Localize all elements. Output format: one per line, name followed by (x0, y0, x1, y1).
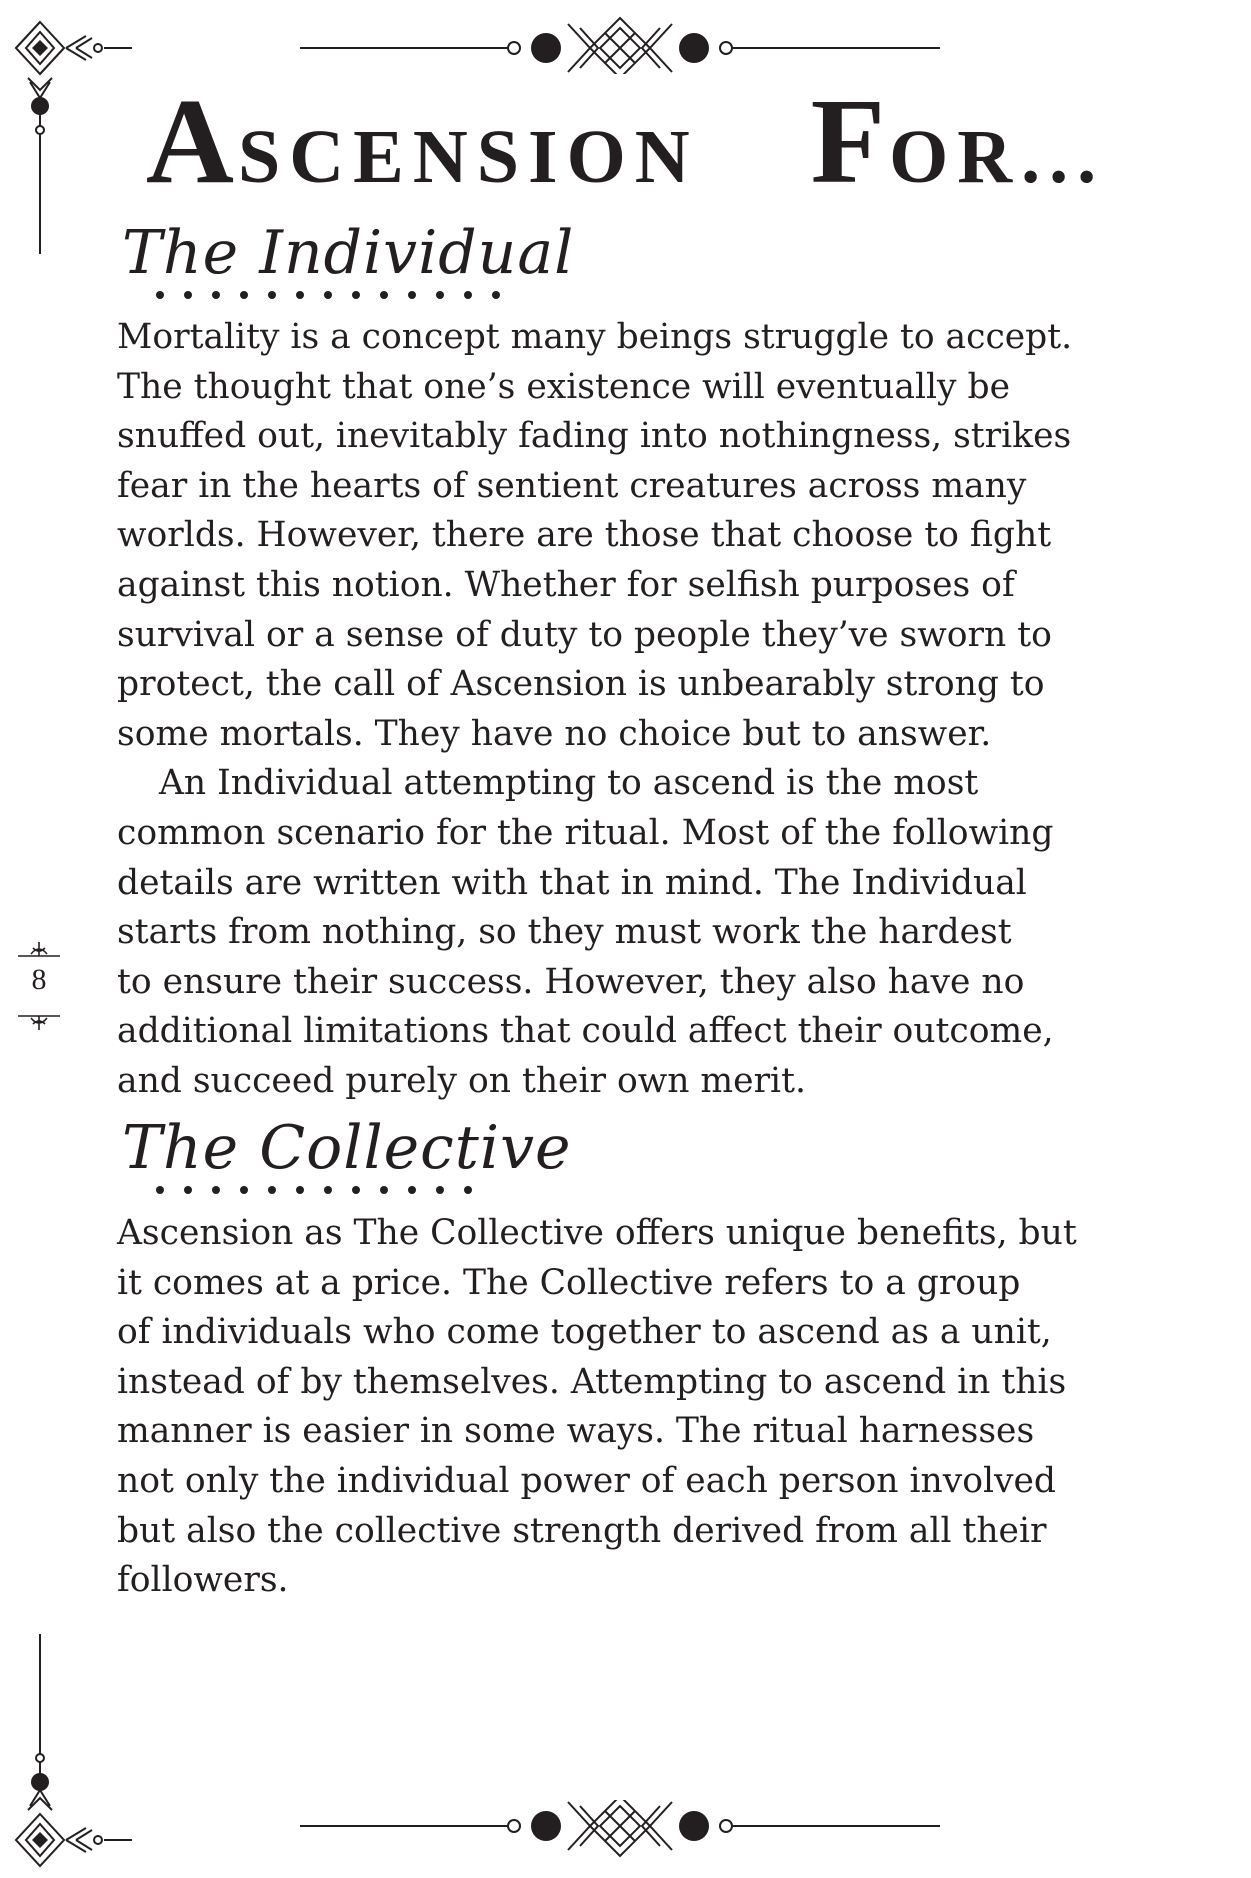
body-line: details are written with that in mind. The Individual (117, 862, 1027, 903)
body-line: of individuals who come together to ascend as a unit, (117, 1312, 1052, 1353)
section-individual-body (117, 313, 1147, 1107)
section-collective-body (117, 1209, 1147, 1606)
bottom-center-flourish (300, 1800, 940, 1860)
body-line: but also the collective strength derived from all their (117, 1510, 1047, 1551)
body-line: not only the individual power of each person involved (117, 1460, 1056, 1501)
body-line: survival or a sense of duty to people they’ve sworn to (117, 614, 1052, 655)
body-line: against this notion. Whether for selfish purposes of (117, 564, 1015, 605)
body-line: common scenario for the ritual. Most of the following (117, 812, 1054, 853)
section-heading-individual: The Individual (122, 218, 575, 288)
page-number-flourish-top (18, 940, 60, 962)
heading-dotted-underline (150, 288, 500, 302)
title-word-for: OR... (889, 115, 1106, 199)
body-line: and succeed purely on their own merit. (117, 1060, 806, 1101)
body-line: worlds. However, there are those that choose to fight (117, 515, 1052, 556)
title-word-ascension: SCENSION (238, 115, 699, 199)
title-initial-a: A (145, 74, 238, 209)
body-line: starts from nothing, so they must work the hardest (117, 912, 1012, 953)
body-line: followers. (117, 1560, 289, 1601)
page-title (0, 72, 1251, 212)
title-initial-f: F (810, 74, 890, 209)
page-number: 8 (31, 963, 47, 996)
body-line: Ascension as The Collective offers unique benefits, but (117, 1213, 1077, 1253)
body-line: fear in the hearts of sentient creatures across many (117, 465, 1027, 506)
body-line: snuffed out, inevitably fading into nothingness, strikes (117, 416, 1072, 457)
body-line: The thought that one’s existence will eventually be (117, 366, 1010, 407)
section-heading-collective: The Collective (122, 1113, 572, 1183)
body-line: An Individual attempting to ascend is the most (159, 763, 979, 804)
body-line: some mortals. They have no choice but to answer. (117, 713, 992, 754)
body-line: additional limitations that could affect their outcome, (117, 1011, 1054, 1052)
body-line: protect, the call of Ascension is unbearably strong to (117, 664, 1045, 705)
bottom-left-corner-ornament (0, 1630, 140, 1870)
body-line: manner is easier in some ways. The ritual harnesses (117, 1411, 1035, 1452)
heading-dotted-underline (150, 1183, 480, 1197)
body-line: instead of by themselves. Attempting to ascend in this (117, 1361, 1067, 1402)
body-line: to ensure their success. However, they also have no (117, 961, 1025, 1002)
top-center-flourish (300, 14, 940, 74)
body-line: it comes at a price. The Collective refers to a group (117, 1262, 1021, 1303)
body-line: Mortality is a concept many beings struggle to accept. (117, 317, 1073, 357)
page-number-flourish-bottom (18, 1010, 60, 1032)
